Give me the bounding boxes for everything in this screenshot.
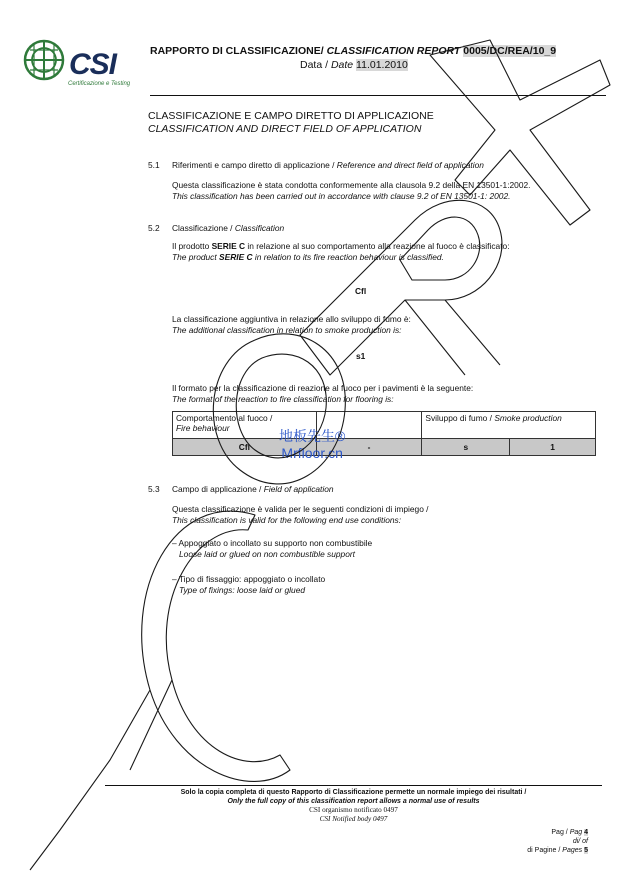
page-label-en: Pag <box>569 829 585 836</box>
classification-text-it-a: Il prodotto <box>172 241 212 251</box>
table-cell-class: Cfl <box>173 439 317 456</box>
footer-notified-body-en: CSI Notified body 0497 <box>319 815 388 823</box>
section-5-1-text-it: Questa classificazione è stata condotta conformemente alla clausola 9.2 della EN 13501-1:2002. <box>172 180 531 190</box>
watermark-line-1: 地板先生® <box>279 428 346 444</box>
smoke-text-it: La classificazione aggiuntiva in relazione allo sviluppo di fumo è: <box>172 314 411 324</box>
date-value: 11.01.2010 <box>356 59 408 71</box>
logo-text: CSI <box>69 48 117 81</box>
report-number: 0005/DC/REA/10_9 <box>463 45 557 57</box>
classification-text-en-c: in relation to its fire reaction behaviour is classified. <box>252 252 444 262</box>
fire-behaviour-header-en: Fire behaviour <box>176 423 230 433</box>
section-5-2-title-en: Classification <box>234 223 285 233</box>
copy-stamp-letter-o <box>213 334 345 484</box>
table-cell-s: s <box>422 439 510 456</box>
section-5-3-title-it: Campo di applicazione / <box>172 484 264 494</box>
logo-subtitle: Certificazione e Testing <box>68 81 131 87</box>
page-of <box>573 837 588 846</box>
copy-stamp-letter-p <box>300 200 502 375</box>
smoke-production-header-en: Smoke production <box>494 413 562 423</box>
format-text-it: Il formato per la classificazione di reazione al fuoco per i pavimenti è la seguente: <box>172 383 474 393</box>
condition-item-1-en: Loose laid or glued on non combustible support <box>179 549 355 559</box>
fire-class-value: Cfl <box>355 286 367 296</box>
page-total <box>527 846 588 855</box>
section-5-2-title-it: Classificazione / <box>172 223 235 233</box>
watermark-line-2: Mrfloor.cn <box>281 445 343 461</box>
pages-label-en: Pages <box>562 847 585 854</box>
smoke-class-value: s1 <box>356 351 366 361</box>
section-5-1-title-en: Reference and direct field of application <box>336 160 484 170</box>
copy-stamp-letter-y <box>430 40 610 225</box>
condition-item-2-en: Type of fixings: loose laid or glued <box>179 585 306 595</box>
page-number <box>551 828 588 837</box>
smoke-text-en: The additional classification in relation to smoke production is: <box>172 325 402 335</box>
table-cell-1: 1 <box>510 439 596 456</box>
section-5-3-number: 5.3 <box>148 484 160 494</box>
pages-label-it: di Pagine / <box>527 847 563 854</box>
page-of-it: di/ <box>572 838 583 845</box>
footer-note-it: Solo la copia completa di questo Rapporto di Classificazione permette un normale impiego dei risultati / <box>180 789 527 796</box>
classification-text-it-c: in relazione al suo comportamento alla reazione al fuoco è classificato: <box>245 241 510 251</box>
use-conditions-text-it: Questa classificazione è valida per le seguenti condizioni di impiego / <box>172 504 429 514</box>
page-current: 4 <box>584 829 588 836</box>
table-cell-dash: - <box>316 439 422 456</box>
section-5-1-text-en: This classification has been carried out in accordance with clause 9.2 of EN 13501-1: 2002. <box>172 191 511 201</box>
date-label-it: Data / <box>300 59 331 71</box>
product-name-en: SERIE C <box>219 252 253 262</box>
section-5-1-number: 5.1 <box>148 160 160 170</box>
pages-total-number: 5 <box>584 847 588 854</box>
section-5-1-title-it: Riferimenti e campo diretto di applicazione / <box>172 160 337 170</box>
page-of-en: of <box>582 838 588 845</box>
footer-note-en: Only the full copy of this classification report allows a normal use of results <box>227 798 480 805</box>
condition-item-2-it: – Tipo di fissaggio: appoggiato o incollato <box>172 574 326 584</box>
fire-behaviour-header-it: Comportamento al fuoco / <box>176 413 273 423</box>
date-label-en: Date <box>330 59 357 71</box>
copy-stamp-letter-c <box>142 511 290 781</box>
report-title-en: CLASSIFICATION REPORT <box>326 45 464 57</box>
report-title-it: RAPPORTO DI CLASSIFICAZIONE/ <box>150 45 327 57</box>
smoke-production-header-it: Sviluppo di fumo / <box>425 413 495 423</box>
footer-notified-body-it: CSI organismo notificato 0497 <box>309 806 398 814</box>
product-name: SERIE C <box>211 241 246 251</box>
page-label-it: Pag / <box>551 829 570 836</box>
footer-rule <box>105 785 602 786</box>
use-conditions-text-en: This classification is valid for the following end use conditions: <box>172 515 402 525</box>
section-5-2-number: 5.2 <box>148 223 160 233</box>
condition-item-1-it: – Appoggiato o incollato su supporto non combustibile <box>172 538 373 548</box>
main-heading-en: CLASSIFICATION AND DIRECT FIELD OF APPLICATION <box>148 123 422 135</box>
classification-text-en-a: The product <box>172 252 220 262</box>
section-5-3-title-en: Field of application <box>263 484 334 494</box>
main-heading-it: CLASSIFICAZIONE E CAMPO DIRETTO DI APPLICAZIONE <box>148 110 434 122</box>
format-text-en: The format of the reaction to fire classification for flooring is: <box>172 394 394 404</box>
